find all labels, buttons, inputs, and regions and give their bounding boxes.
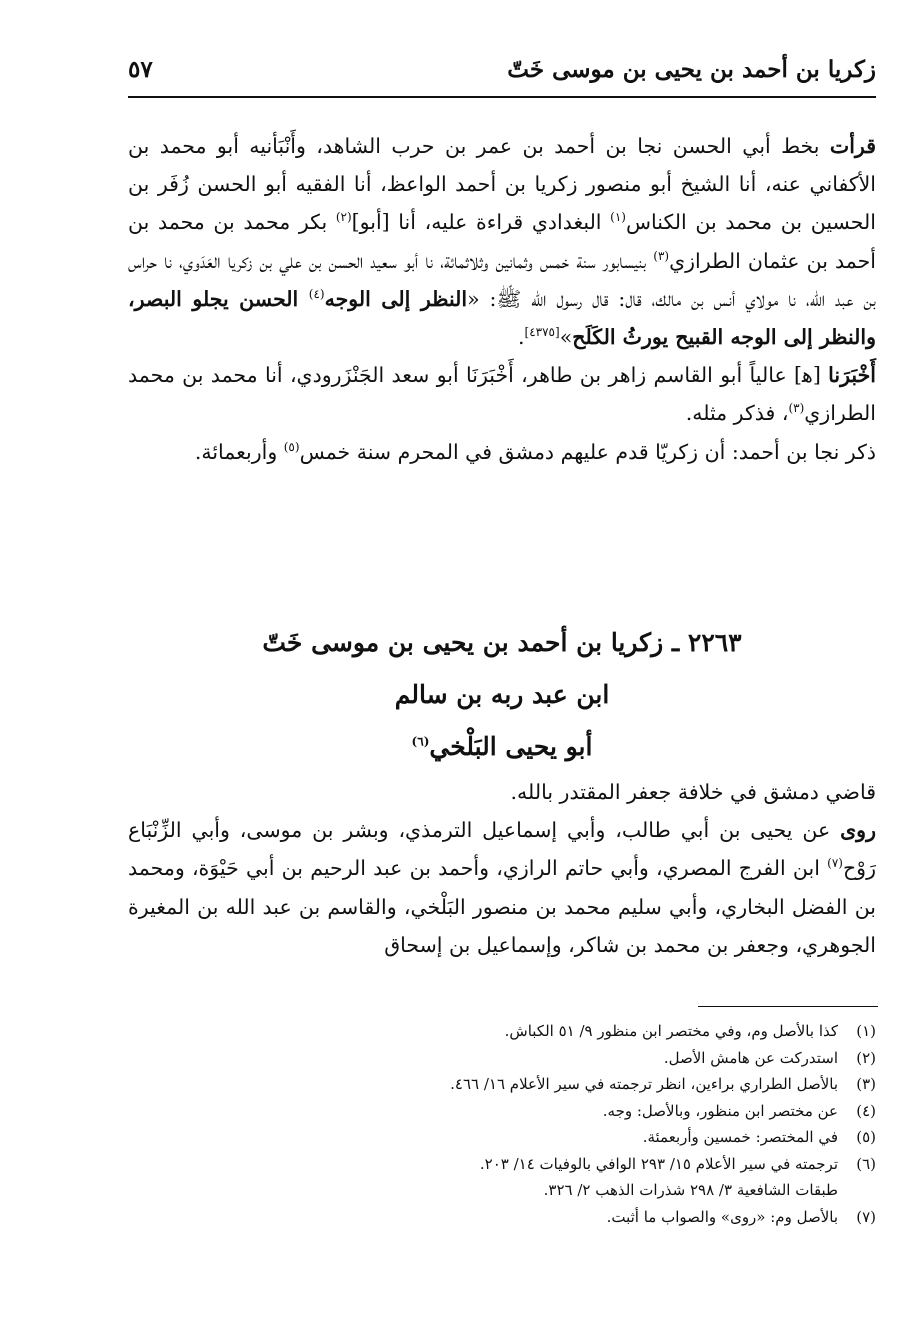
text-segment: بكر محمد بن محمد بن أحمد بن عثمان الطرازي	[128, 210, 877, 273]
paragraph	[128, 356, 876, 432]
text-segment: ابن الفرج المصري، وأبي حاتم الرازي، وأحمد بن عبد الرحيم بن أبي حَيْوَة، ومحمد بن الفضل البخاري، وأبي سليم محمد بن منصور البَلْخي، والقاسم بن عبد الله بن المغيرة الجوهري، وجعفر بن محمد بن شاكر، وإسماعيل بن إسحاق	[128, 856, 876, 957]
footnote-number: (١)	[856, 1022, 876, 1040]
footnote-item	[128, 1018, 876, 1045]
footnote-ref: (٥)	[283, 439, 300, 454]
heading-line-1: ٢٢٦٣ ـ زكريا بن أحمد بن يحيى بن موسى خَتّ	[262, 628, 742, 657]
footnote-ref: (٦)	[411, 734, 430, 749]
footnote-text: عن مختصر ابن منظور، وبالأصل: وجه.	[602, 1101, 838, 1120]
footnote-ref: (١)	[610, 210, 626, 225]
footnote-continuation: طبقات الشافعية ٣/ ٢٩٨ شذرات الذهب ٢/ ٣٢٦.	[543, 1181, 838, 1199]
text-segment: .	[518, 325, 525, 350]
footnote-ref: (٢)	[335, 210, 352, 225]
footnote-text: استدركت عن هامش الأصل.	[663, 1048, 838, 1067]
paragraph	[128, 127, 876, 356]
text-segment: [ه‍] عالياً أبو القاسم زاهر بن طاهر، أَخْبَرَنَا أبو سعد الجَنْزَرودي، أنا محمد بن محمد الطرازي	[128, 363, 876, 426]
paragraph	[128, 773, 876, 811]
heading-line-3-text: أبو يحيى البَلْخي	[429, 732, 593, 761]
paragraph-lead-word: أَخْبَرَنا	[828, 363, 876, 388]
footnotes	[128, 1018, 876, 1230]
footnote-number: (٣)	[856, 1075, 876, 1093]
footnote-number: (٧)	[856, 1207, 876, 1226]
heading-line-2: ابن عبد ربه بن سالم	[394, 680, 610, 709]
heading-line-3	[128, 721, 876, 773]
footnote-item	[128, 1071, 876, 1098]
text-segment: وأربعمائة.	[194, 439, 284, 464]
hadith-text: النظر إلى الوجه	[324, 286, 468, 311]
footnote-ref: (٤)	[308, 286, 325, 301]
text-segment: »	[559, 325, 573, 350]
footnote-item	[128, 1098, 876, 1125]
footnote-divider	[698, 1006, 878, 1007]
footnote-number: (٤)	[856, 1101, 876, 1120]
footnote-number: (٢)	[856, 1048, 876, 1067]
paragraph-lead-word: قرأت	[829, 134, 876, 158]
text-segment: ذكر نجا بن أحمد: أن زكريّا قدم عليهم دمشق في المحرم سنة خمس	[299, 439, 876, 464]
biography-heading	[128, 617, 876, 773]
footnote-item	[128, 1151, 876, 1178]
footnote-text: بالأصل وم: «روى» والصواب ما أثبت.	[606, 1207, 838, 1226]
footnote-item	[128, 1124, 876, 1151]
footnote-text: بالأصل الطراري براءين، انظر ترجمته في سير الأعلام ١٦/ ٤٦٦.	[450, 1075, 838, 1093]
footnote-ref: (٣)	[788, 401, 805, 416]
running-title: زكريا بن أحمد بن يحيى بن موسى خَتّ	[507, 56, 876, 83]
page-number: ٥٧	[128, 56, 153, 83]
text-segment: عن يحيى بن أبي طالب، وأبي إسماعيل الترمذي، وبشر بن موسى، وأبي الزِّنْبَاع رَوْح	[128, 818, 876, 881]
footnote-item	[128, 1204, 876, 1231]
text-segment: البغدادي قراءة عليه، أنا [أبو]	[351, 210, 611, 235]
footnote-text: في المختصر: خمسين وأربعمئة.	[642, 1128, 838, 1146]
footnote-number: (٥)	[856, 1128, 876, 1146]
footnote-item	[128, 1045, 876, 1072]
text-segment: قاضي دمشق في خلافة جعفر المقتدر بالله.	[510, 780, 876, 804]
main-text-bottom	[128, 773, 876, 964]
paragraph-lead-word: روى	[840, 818, 876, 843]
footnote-text: كذا بالأصل وم، وفي مختصر ابن منظور ٩/ ٥١ الكباش.	[504, 1022, 838, 1040]
footnote-ref: (٧)	[827, 856, 843, 871]
hadith-text: الحسن يجلو البصر، والنظر إلى الوجه القبيح يورثُ الكَلَح	[128, 286, 876, 350]
text-segment: بخط أبي الحسن نجا بن أحمد بن عمر بن حرب الشاهد، وأَنْبَأنيه أبو محمد بن الأكفاني عنه، أنا الشيخ أبو منصور زكريا بن أحمد الواعظ، أنا الفقيه أبو الحسن زُفَر بن الحسين بن محمد بن الكناس	[128, 134, 876, 235]
page-header	[128, 50, 876, 98]
footnote-text: ترجمته في سير الأعلام ١٥/ ٢٩٣ الوافي بالوفيات ١٤/ ٢٠٣.	[479, 1154, 838, 1173]
footnote-number: (٦)	[856, 1154, 876, 1173]
footnote-ref: (٣)	[653, 248, 670, 263]
text-segment: بنيسابور سنة خمس وثمانين وثلاثمائة، نا أبو سعيد الحسن بن علي بن زكريا العَدَوي، نا حراس بن عبد الله، نا مولاي أنس بن مالك، قال: قال رسول الله ﷺ: «	[128, 248, 876, 311]
footnote-ref: [٤٣٧٥]	[524, 325, 560, 340]
text-segment: ، فذكر مثله.	[685, 401, 789, 426]
paragraph	[128, 811, 876, 964]
paragraph	[128, 433, 876, 471]
main-text-top	[128, 127, 876, 471]
